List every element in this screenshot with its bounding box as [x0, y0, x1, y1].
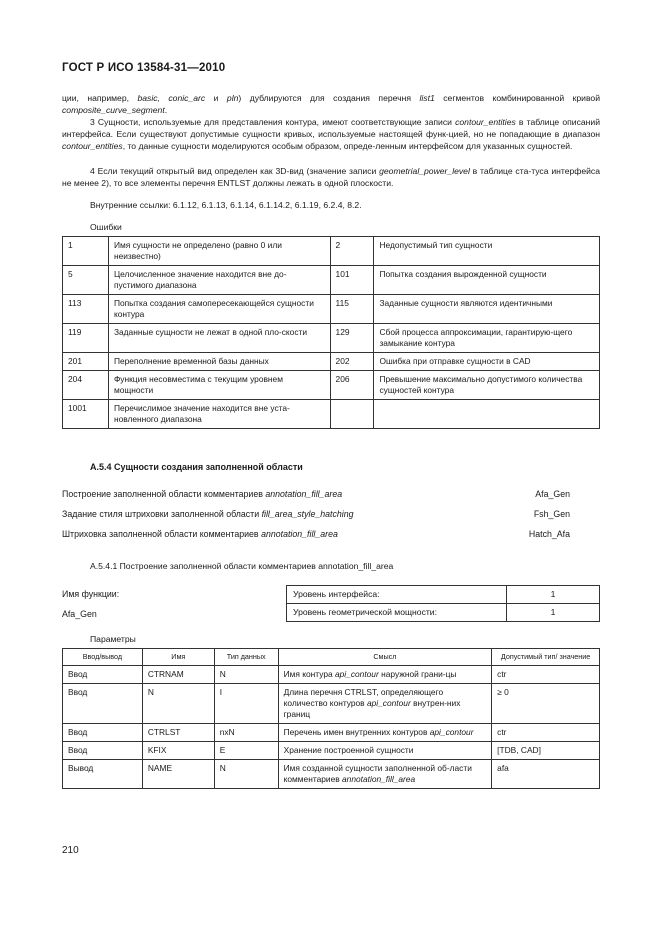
- parameters-table: [62, 648, 600, 789]
- text-run: сегментов комбинированной кривой: [434, 93, 601, 103]
- error-row: [63, 237, 600, 266]
- parameter-meaning: [278, 684, 492, 724]
- parameter-meaning: [278, 760, 492, 789]
- header-valid: Допустимый тип/ значение: [492, 649, 600, 666]
- error-description: Переполнение временной базы данных: [108, 353, 330, 371]
- function-entity: fill_area_style_hatching: [261, 509, 354, 519]
- error-description: Заданные сущности не лежат в одной пло-скости: [108, 324, 330, 353]
- error-code: [330, 400, 374, 429]
- text-run: ции, например,: [62, 93, 138, 103]
- intro-paragraph-1: [62, 92, 600, 116]
- parameter-io: Ввод: [63, 666, 143, 684]
- error-code: 5: [63, 266, 109, 295]
- level-value: 1: [507, 604, 600, 622]
- errors-label: Ошибки: [90, 222, 122, 232]
- parameter-valid-value: ctr: [492, 724, 600, 742]
- header-io: Ввод/вывод: [63, 649, 143, 666]
- parameter-row: [63, 760, 600, 789]
- text-run: contour_entities: [455, 117, 516, 127]
- text-run: composite_curve_segment: [62, 105, 165, 116]
- error-row: [63, 371, 600, 400]
- level-label: Уровень геометрической мощности:: [287, 604, 507, 622]
- text-run: ) дублируются для создания перечня: [238, 93, 420, 103]
- text-run: 4 Если текущий открытый вид определен как 3D-вид (значение записи: [90, 166, 380, 176]
- page-header: ГОСТ Р ИСО 13584-31—2010: [62, 62, 226, 74]
- parameter-io: Ввод: [63, 684, 143, 724]
- text-run: в таблице описаний интерфейса. Если существуют допустимые сущности кривых, используемые настоящей функ-цией, но не попадающие в диапазон: [62, 117, 600, 140]
- parameter-valid-value: [TDB, CAD]: [492, 742, 600, 760]
- text-run: в таблице ста-туса интерфейса не менее 2), то все элементы перечня ENTLST должны лежать в одной плоскости.: [62, 166, 600, 189]
- error-description: Ошибка при отправке сущности в CAD: [374, 353, 600, 371]
- parameter-name: N: [142, 684, 214, 724]
- function-line-1: [62, 489, 600, 499]
- function-entity: annotation_fill_area: [261, 529, 338, 539]
- parameter-io: Ввод: [63, 742, 143, 760]
- parameter-row: [63, 724, 600, 742]
- parameter-valid-value: ≥ 0: [492, 684, 600, 724]
- function-name-value: Afa_Gen: [62, 609, 97, 619]
- error-row: [63, 353, 600, 371]
- error-code: 115: [330, 295, 374, 324]
- text-run: Длина перечня CTRLST, определяющего количество контуров: [283, 687, 444, 708]
- parameter-meaning: [278, 742, 492, 760]
- internal-references: Внутренние ссылки: 6.1.12, 6.1.13, 6.1.14, 6.1.14.2, 6.1.19, 6.2.4, 8.2.: [90, 200, 362, 210]
- function-name-label: Имя функции:: [62, 589, 120, 599]
- level-label: Уровень интерфейса:: [287, 586, 507, 604]
- function-entity: annotation_fill_area: [265, 489, 343, 499]
- text-run: api_contour: [366, 698, 411, 708]
- function-description: Штриховка заполненной области комментариев: [62, 529, 262, 539]
- text-run: .: [164, 105, 168, 116]
- parameter-name: KFIX: [142, 742, 214, 760]
- function-code: Afa_Gen: [535, 489, 570, 499]
- error-code: 119: [63, 324, 109, 353]
- parameter-type: nxN: [214, 724, 278, 742]
- text-run: pln: [226, 93, 239, 103]
- parameters-header-row: [63, 649, 600, 666]
- error-code: 204: [63, 371, 109, 400]
- text-run: basic, conic_arc: [137, 93, 206, 103]
- text-run: , то данные сущности моделируются особым образом, опреде-ленным интерфейсом для указанных сущностей.: [122, 141, 573, 152]
- text-run: contour_entities: [62, 141, 123, 152]
- parameter-io: Ввод: [63, 724, 143, 742]
- error-code: 129: [330, 324, 374, 353]
- error-description: Сбой процесса аппроксимации, гарантирую-щего замыкание контура: [374, 324, 600, 353]
- error-row: [63, 295, 600, 324]
- text-run: geometrial_power_level: [379, 166, 470, 176]
- function-description: Задание стиля штриховки заполненной области: [62, 509, 262, 519]
- parameter-meaning: [278, 724, 492, 742]
- header-name: Имя: [142, 649, 214, 666]
- error-code: 206: [330, 371, 374, 400]
- parameter-row: [63, 742, 600, 760]
- text-run: 3 Сущности, используемые для представления контура, имеют соответствующие записи: [90, 117, 456, 127]
- levels-table: [286, 585, 600, 622]
- text-run: Перечень имен внутренних контуров: [283, 727, 430, 737]
- function-code: Fsh_Gen: [533, 509, 570, 519]
- text-run: Имя созданной сущности заполненной об-ласти комментариев: [283, 763, 472, 784]
- error-code: 201: [63, 353, 109, 371]
- error-description: Превышение максимально допустимого количества сущностей контура: [374, 371, 600, 400]
- text-run: и: [205, 93, 227, 103]
- header-type: Тип данных: [214, 649, 278, 666]
- parameter-type: I: [214, 684, 278, 724]
- error-description: Имя сущности не определено (равно 0 или неизвестно): [108, 237, 330, 266]
- error-row: [63, 324, 600, 353]
- text-run: api_contour: [429, 727, 474, 737]
- parameter-row: [63, 684, 600, 724]
- text-run: list1: [419, 93, 435, 103]
- error-code: 1001: [63, 400, 109, 429]
- error-description: Недопустимый тип сущности: [374, 237, 600, 266]
- parameter-type: N: [214, 760, 278, 789]
- parameter-type: N: [214, 666, 278, 684]
- text-run: api_contour: [334, 669, 379, 679]
- error-description: Функция несовместима с текущим уровнем мощности: [108, 371, 330, 400]
- error-code: 2: [330, 237, 374, 266]
- level-row: [287, 604, 600, 622]
- intro-paragraph-4: [62, 165, 600, 189]
- page-number: 210: [62, 845, 79, 856]
- error-row: [63, 400, 600, 429]
- error-description: Попытка создания вырожденной сущности: [374, 266, 600, 295]
- section-heading: А.5.4 Сущности создания заполненной области: [90, 462, 303, 472]
- text-run: annotation_fill_area: [342, 774, 416, 784]
- header-meaning: Смысл: [278, 649, 492, 666]
- error-description: Попытка создания самопересекающейся сущности контура: [108, 295, 330, 324]
- level-value: 1: [507, 586, 600, 604]
- error-description: [374, 400, 600, 429]
- parameter-name: CTRNAM: [142, 666, 214, 684]
- error-code: 101: [330, 266, 374, 295]
- parameter-meaning: [278, 666, 492, 684]
- text-run: Хранение построенной сущности: [283, 745, 414, 755]
- parameter-type: E: [214, 742, 278, 760]
- subsection-heading: А.5.4.1 Построение заполненной области комментариев annotation_fill_area: [90, 561, 394, 571]
- text-run: внутрен-них границ: [283, 698, 461, 719]
- parameter-name: NAME: [142, 760, 214, 789]
- function-line-3: [62, 529, 600, 539]
- error-code: 1: [63, 237, 109, 266]
- parameters-label: Параметры: [90, 634, 136, 644]
- parameter-valid-value: ctr: [492, 666, 600, 684]
- error-description: Заданные сущности являются идентичными: [374, 295, 600, 324]
- error-row: [63, 266, 600, 295]
- error-description: Перечислимое значение находится вне уста-новленного диапазона: [108, 400, 330, 429]
- parameter-valid-value: afa: [492, 760, 600, 789]
- level-row: [287, 586, 600, 604]
- error-code: 113: [63, 295, 109, 324]
- errors-table: [62, 236, 600, 429]
- text-run: Имя контура: [283, 669, 335, 679]
- text-run: наружной грани-цы: [378, 669, 457, 679]
- intro-paragraph-3: [62, 116, 600, 153]
- function-code: Hatch_Afa: [528, 529, 570, 539]
- parameter-name: CTRLST: [142, 724, 214, 742]
- function-line-2: [62, 509, 600, 519]
- function-description: Построение заполненной области комментариев: [62, 489, 266, 499]
- parameter-io: Вывод: [63, 760, 143, 789]
- error-description: Целочисленное значение находится вне до-пустимого диапазона: [108, 266, 330, 295]
- error-code: 202: [330, 353, 374, 371]
- parameter-row: [63, 666, 600, 684]
